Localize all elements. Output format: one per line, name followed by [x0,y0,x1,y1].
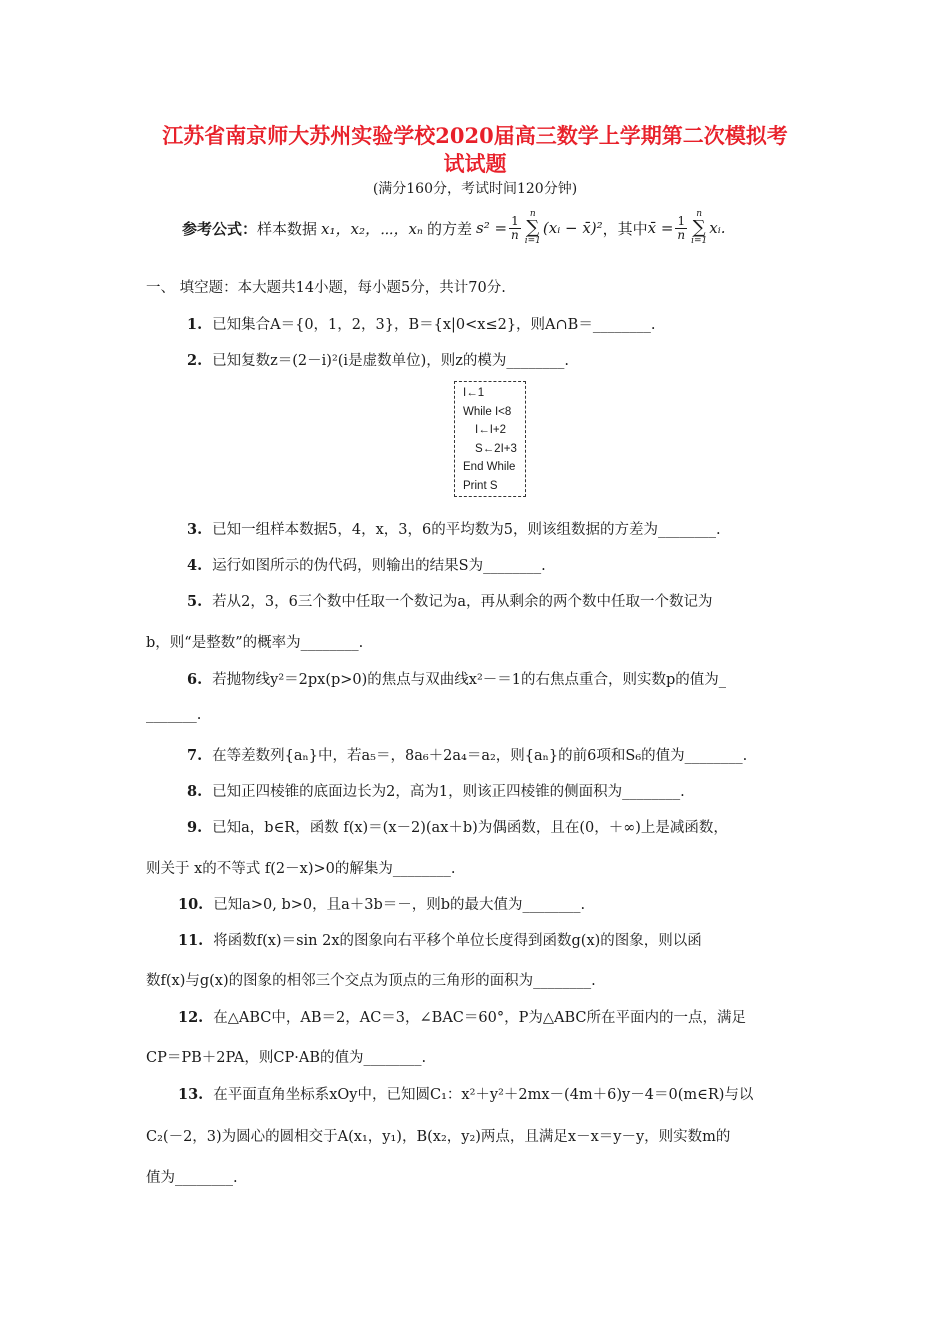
section-heading: 一、 填空题：本大题共14小题，每小题5分，共计70分. [146,280,506,296]
question-11 [178,929,702,950]
code-line: End While [463,461,516,473]
exam-info: (满分160分，考试时间120分钟) [372,181,578,197]
variance-sum-icon: n ∑ i=1 [524,209,541,246]
question-12 [178,1006,746,1027]
question-text: 运行如图所示的伪代码，则输出的结果S为________. [212,558,546,574]
question-12-cont: CP＝PB＋2PA，则CP·AB的值为________. [146,1050,427,1066]
question-3 [187,518,721,539]
code-line: I←I+2 [475,424,507,436]
question-text: 已知一组样本数据5，4，x，3，6的平均数为5，则该组数据的方差为________. [212,522,721,538]
question-2 [187,349,569,370]
question-number: 12. [178,1009,204,1026]
mean-body: xᵢ. [709,219,726,237]
mean-lhs: x̄ = [647,219,674,237]
question-number: 5. [187,593,203,610]
title-line-2: 试试题 [443,151,507,176]
pseudocode-box [454,381,526,497]
formula-samples: x₁，x₂，⋯，xₙ [321,219,424,238]
mean-frac-num: 1 [677,213,686,228]
mean-sum-bottom: i=1 [691,236,708,246]
question-9-cont: 则关于 x的不等式 f(2－x)>0的解集为________. [146,861,456,877]
question-13-cont-2: 值为________. [146,1170,238,1186]
question-4 [187,554,546,575]
variance-frac-num: 1 [511,213,519,228]
variance-frac-den: n [511,227,519,242]
question-13 [178,1083,753,1104]
mean-sum-top: n [696,209,703,219]
question-text: 已知复数z＝(2－i)²(i是虚数单位)，则z的模为________. [212,353,569,369]
question-6-cont: _______. [146,707,202,723]
formula-text-1: 样本数据 [257,219,318,238]
question-text: 在△ABC中，AB＝2，AC＝3，∠BAC＝60°，P为△ABC所在平面内的一点，满足 [213,1010,746,1026]
question-text: 若抛物线y²＝2px(p>0)的焦点与双曲线x²－＝1的右焦点重合，则实数p的值为_ [212,672,727,688]
question-10 [178,893,585,914]
variance-lhs: s² = [476,219,508,237]
mean-fraction [675,215,687,242]
code-line: Print S [463,479,498,492]
question-8 [187,780,685,801]
code-line: While I<8 [463,405,512,418]
variance-sum-bottom: i=1 [524,236,541,246]
question-number: 1. [187,316,203,333]
question-text: 已知集合A＝{0，1，2，3}，B＝{x|0<x≤2}，则A∩B＝________. [212,317,656,333]
question-number: 6. [187,671,203,688]
question-6 [187,668,726,689]
question-5-cont: b，则“是整数”的概率为________. [146,635,364,651]
question-number: 2. [187,352,203,369]
question-number: 11. [178,932,204,949]
question-text: 已知a，b∈R，函数 f(x)＝(x－2)(ax＋b)为偶函数，且在(0，＋∞)上是减函数， [212,820,728,836]
question-number: 4. [187,557,203,574]
mean-sum-icon: n ∑ i=1 [691,209,708,246]
question-11-cont: 数f(x)与g(x)的图象的相邻三个交点为顶点的三角形的面积为________. [146,973,596,989]
code-line: S←2I+3 [475,442,517,455]
question-text: 已知a>0, b>0，且a＋3b＝－，则b的最大值为________. [213,897,586,913]
page-title [120,122,830,178]
question-9 [187,816,728,837]
formula-text-3: ，其中 [602,219,648,238]
variance-sum-top: n [529,209,536,219]
title-line-1: 江苏省南京师大苏州实验学校2020届高三数学上学期第二次模拟考 [162,123,788,148]
variance-body: (xᵢ − x̄)² [542,219,603,237]
formula-text-2: 的方差 [427,219,473,238]
question-text: 在等差数列{aₙ}中，若a₅＝，8a₆＋2a₄＝a₂，则{aₙ}的前6项和S₆的值为________. [212,748,748,764]
question-5 [187,590,712,611]
question-number: 8. [187,783,203,800]
question-number: 13. [178,1086,204,1103]
reference-formula [182,206,726,250]
question-text: 将函数f(x)＝sin 2x的图象向右平移个单位长度得到函数g(x)的图象，则以函 [213,933,702,949]
question-13-cont: C₂(－2，3)为圆心的圆相交于A(x₁，y₁)，B(x₂，y₂)两点，且满足x－x＝y－y，则实数m的 [146,1129,731,1145]
question-number: 10. [178,896,204,913]
question-1 [187,313,655,334]
formula-label: 参考公式： [182,219,258,238]
code-line: I←1 [463,387,485,399]
variance-fraction [509,215,521,242]
question-7 [187,744,747,765]
question-text: 已知正四棱锥的底面边长为2，高为1，则该正四棱锥的侧面积为________. [212,784,685,800]
question-text: 在平面直角坐标系xOy中，已知圆C₁：x²＋y²＋2mx－(4m＋6)y－4＝0(m∈R)与以 [213,1087,754,1103]
mean-frac-den: n [677,227,686,242]
question-text: 若从2，3，6三个数中任取一个数记为a，再从剩余的两个数中任取一个数记为 [212,594,713,610]
question-number: 7. [187,747,203,764]
question-number: 9. [187,819,203,836]
question-number: 3. [187,521,203,538]
